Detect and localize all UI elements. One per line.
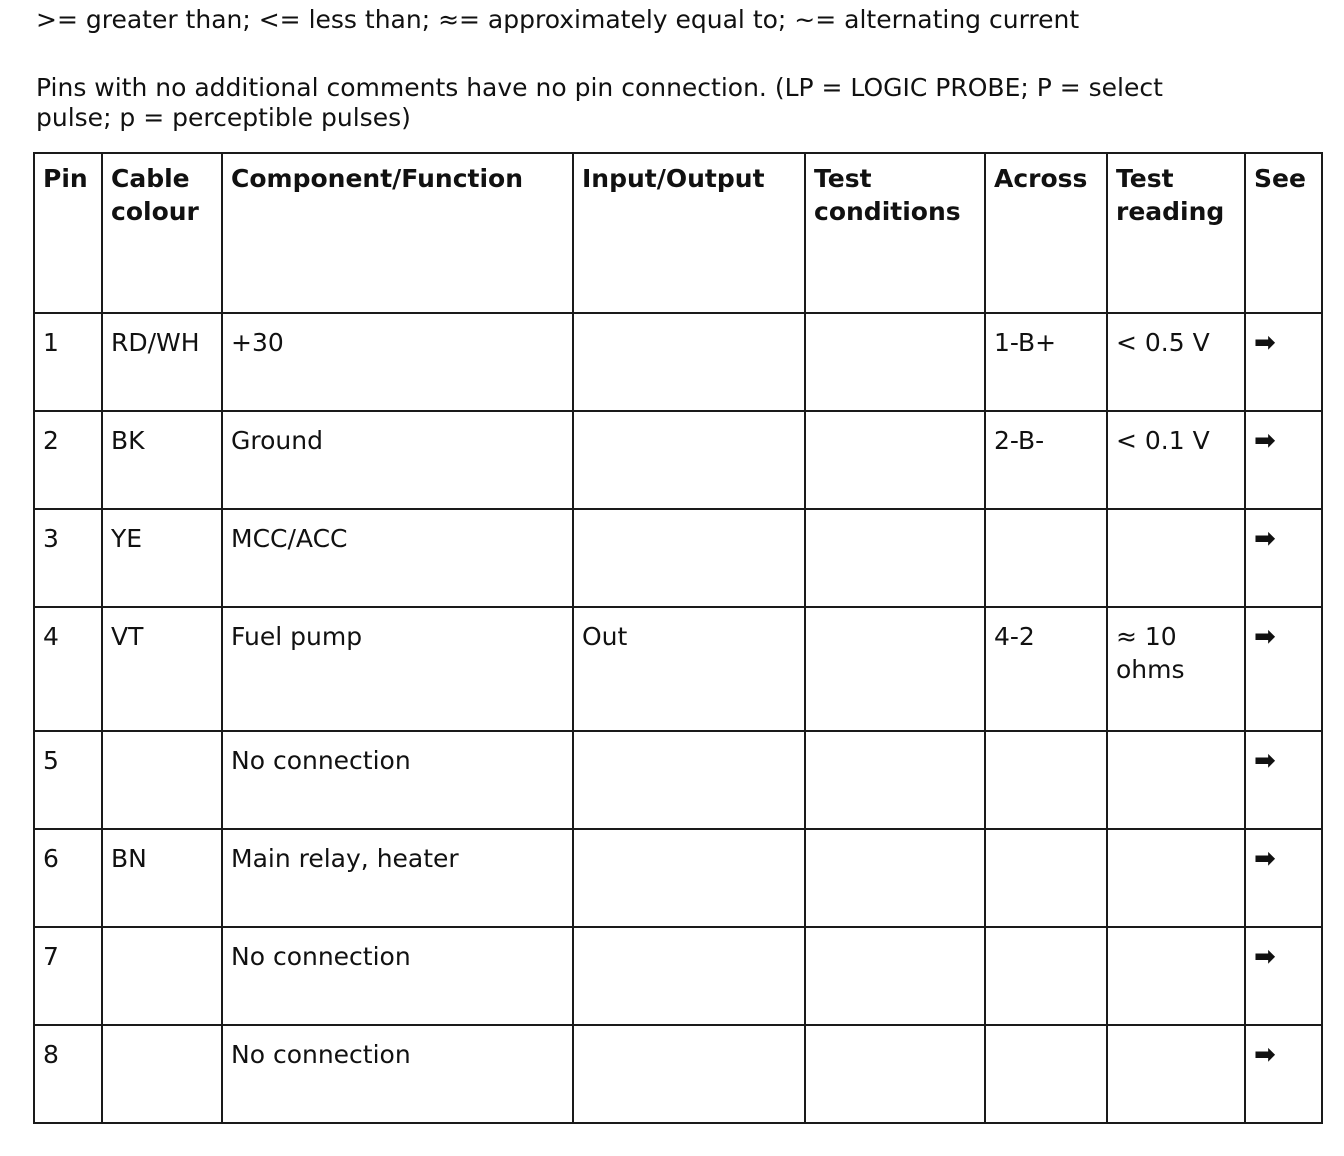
component-function-cell: Main relay, heater xyxy=(222,829,573,927)
input-output-cell xyxy=(573,829,805,927)
legend-note-line-2: pulse; p = perceptible pulses) xyxy=(36,103,411,132)
pin-cell: 4 xyxy=(34,607,102,731)
input-output-cell xyxy=(573,927,805,1025)
input-output-cell: Out xyxy=(573,607,805,731)
input-output-cell xyxy=(573,1025,805,1123)
pin-cell: 7 xyxy=(34,927,102,1025)
pin-cell: 6 xyxy=(34,829,102,927)
component-function-cell: No connection xyxy=(222,1025,573,1123)
test-conditions-cell xyxy=(805,1025,985,1123)
header-test-conditions: Test conditions xyxy=(805,153,985,313)
see-cell xyxy=(1245,607,1322,731)
across-cell: 2-B- xyxy=(985,411,1107,509)
table-row xyxy=(34,313,1322,411)
cable-colour-cell xyxy=(102,927,222,1025)
table-row xyxy=(34,731,1322,829)
test-conditions-cell xyxy=(805,411,985,509)
input-output-cell xyxy=(573,313,805,411)
test-reading-cell xyxy=(1107,1025,1245,1123)
input-output-cell xyxy=(573,411,805,509)
see-cell xyxy=(1245,731,1322,829)
table-row xyxy=(34,927,1322,1025)
pin-cell: 3 xyxy=(34,509,102,607)
pin-cell: 5 xyxy=(34,731,102,829)
test-reading-cell: < 0.1 V xyxy=(1107,411,1245,509)
header-cable-colour: Cable colour xyxy=(102,153,222,313)
cable-colour-cell: BK xyxy=(102,411,222,509)
header-across: Across xyxy=(985,153,1107,313)
right-arrow-icon[interactable]: ➡ xyxy=(1254,1040,1276,1070)
cable-colour-cell: VT xyxy=(102,607,222,731)
right-arrow-icon[interactable]: ➡ xyxy=(1254,942,1276,972)
header-component-function: Component/Function xyxy=(222,153,573,313)
table-body xyxy=(34,313,1322,1123)
test-reading-cell xyxy=(1107,731,1245,829)
across-cell: 4-2 xyxy=(985,607,1107,731)
cable-colour-cell: BN xyxy=(102,829,222,927)
test-conditions-cell xyxy=(805,927,985,1025)
right-arrow-icon[interactable]: ➡ xyxy=(1254,844,1276,874)
see-cell xyxy=(1245,1025,1322,1123)
cable-colour-cell xyxy=(102,1025,222,1123)
right-arrow-icon[interactable]: ➡ xyxy=(1254,622,1276,652)
component-function-cell: No connection xyxy=(222,731,573,829)
component-function-cell: Fuel pump xyxy=(222,607,573,731)
cable-colour-cell: YE xyxy=(102,509,222,607)
across-cell xyxy=(985,509,1107,607)
across-cell xyxy=(985,731,1107,829)
header-see: See xyxy=(1245,153,1322,313)
header-input-output: Input/Output xyxy=(573,153,805,313)
across-cell xyxy=(985,829,1107,927)
pin-assignment-table xyxy=(33,152,1323,1124)
right-arrow-icon[interactable]: ➡ xyxy=(1254,328,1276,358)
table-row xyxy=(34,411,1322,509)
component-function-cell: Ground xyxy=(222,411,573,509)
test-reading-cell xyxy=(1107,927,1245,1025)
table-row xyxy=(34,607,1322,731)
component-function-cell: No connection xyxy=(222,927,573,1025)
component-function-cell: +30 xyxy=(222,313,573,411)
legend-note-line-1: Pins with no additional comments have no pin connection. (LP = LOGIC PROBE; P = select xyxy=(36,73,1163,102)
right-arrow-icon[interactable]: ➡ xyxy=(1254,524,1276,554)
test-conditions-cell xyxy=(805,607,985,731)
see-cell xyxy=(1245,411,1322,509)
see-cell xyxy=(1245,509,1322,607)
test-conditions-cell xyxy=(805,829,985,927)
table-header-row xyxy=(34,153,1322,313)
right-arrow-icon[interactable]: ➡ xyxy=(1254,426,1276,456)
pin-cell: 2 xyxy=(34,411,102,509)
test-conditions-cell xyxy=(805,509,985,607)
table-row xyxy=(34,509,1322,607)
test-conditions-cell xyxy=(805,313,985,411)
header-pin: Pin xyxy=(34,153,102,313)
cable-colour-cell xyxy=(102,731,222,829)
pin-cell: 1 xyxy=(34,313,102,411)
across-cell xyxy=(985,927,1107,1025)
legend-symbols: >= greater than; <= less than; ≈= approximately equal to; ~= alternating current xyxy=(36,5,1080,34)
input-output-cell xyxy=(573,731,805,829)
test-reading-cell xyxy=(1107,509,1245,607)
table-row xyxy=(34,1025,1322,1123)
table-row xyxy=(34,829,1322,927)
across-cell: 1-B+ xyxy=(985,313,1107,411)
input-output-cell xyxy=(573,509,805,607)
right-arrow-icon[interactable]: ➡ xyxy=(1254,746,1276,776)
test-reading-cell: < 0.5 V xyxy=(1107,313,1245,411)
see-cell xyxy=(1245,927,1322,1025)
test-conditions-cell xyxy=(805,731,985,829)
pin-cell: 8 xyxy=(34,1025,102,1123)
header-test-reading: Test reading xyxy=(1107,153,1245,313)
across-cell xyxy=(985,1025,1107,1123)
test-reading-cell: ≈ 10 ohms xyxy=(1107,607,1245,731)
see-cell xyxy=(1245,313,1322,411)
see-cell xyxy=(1245,829,1322,927)
test-reading-cell xyxy=(1107,829,1245,927)
component-function-cell: MCC/ACC xyxy=(222,509,573,607)
cable-colour-cell: RD/WH xyxy=(102,313,222,411)
